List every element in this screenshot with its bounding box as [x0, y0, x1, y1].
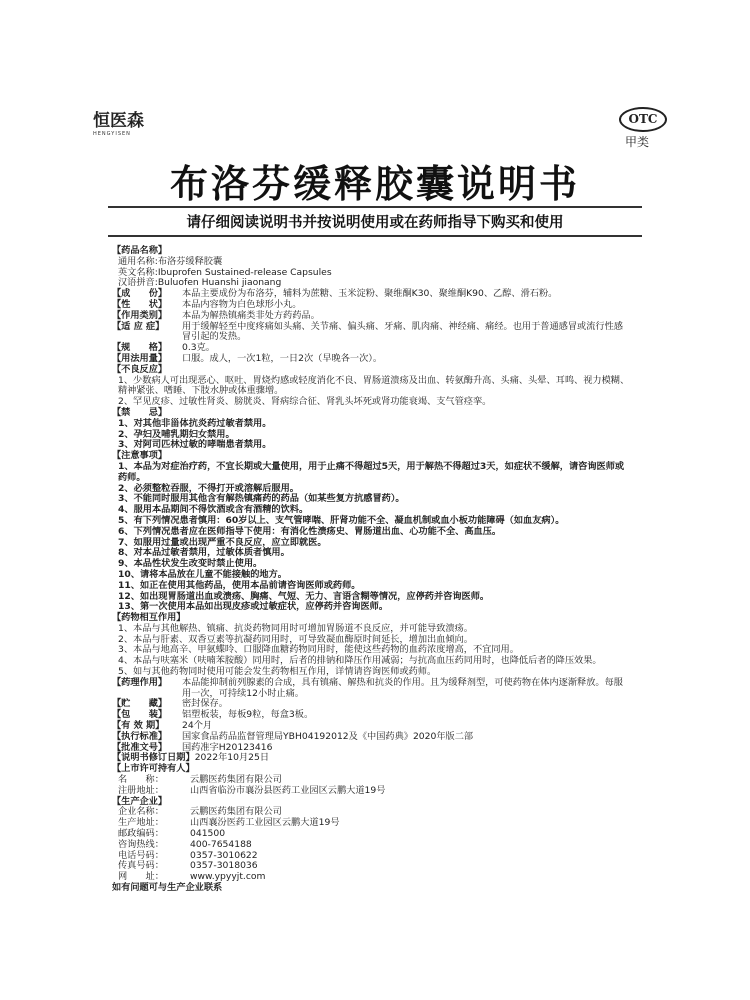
- generic-name: 通用名称:布洛芬缓释胶囊: [118, 255, 223, 267]
- contact-footer: 如有问题可与生产企业联系: [112, 882, 223, 894]
- composition-text: 本品主要成份为布洛芬，辅料为蔗糖、玉米淀粉、聚维酮K30、聚维酮K90、乙醇、滑石粉。: [182, 288, 558, 300]
- manufacturer-value: www.ypyyjt.com: [190, 871, 266, 883]
- otc-badge: OTC: [619, 107, 667, 132]
- standard-text: 国家食品药品监督管理局YBH04192012及《中国药典》2020年版二部: [182, 730, 474, 742]
- manufacturer-label: 电话号码：: [118, 849, 164, 861]
- interaction-item: 1、本品与其他解热、镇痛、抗炎药物同用时可增加胃肠道不良反应，并可能导致溃疡。: [118, 622, 473, 634]
- brand-name-en: HENGYISEN: [93, 131, 131, 137]
- manufacturer-row: [112, 840, 632, 851]
- manufacturer-label: 企业名称：: [118, 806, 164, 818]
- manufacturer-label: 邮政编码：: [118, 828, 164, 840]
- divider-top: [108, 206, 642, 208]
- manufacturer-label: 网 址：: [118, 871, 164, 883]
- manufacturer-value: 041500: [190, 828, 226, 840]
- otc-class-label: 甲类: [625, 135, 650, 149]
- manufacturer-value: 山西襄汾医药工业园区云鹏大道19号: [190, 817, 340, 829]
- precaution-item: 4、服用本品期间不得饮酒或含有酒精的饮料。: [118, 504, 309, 516]
- contra-item: 2、孕妇及哺乳期妇女禁用。: [118, 428, 235, 440]
- drug-name-header: 【药品名称】: [112, 245, 168, 256]
- manufacturer-label: 传真号码：: [118, 860, 164, 872]
- holder-name: 云鹏医药集团有限公司: [190, 774, 282, 786]
- page-subtitle: 请仔细阅读说明书并按说明使用或在药师指导下购买和使用: [186, 215, 564, 231]
- storage-label: 【贮 藏】: [112, 698, 168, 710]
- dosage-label: 【用法用量】: [112, 352, 168, 364]
- interaction-item: 5、如与其他药物同时使用可能会发生药物相互作用，详情请咨询医师或药师。: [118, 666, 437, 678]
- page-title: 布洛芬缓释胶囊说明书: [169, 161, 580, 206]
- precaution-item: 5、有下列情况患者慎用：60岁以上、支气管哮喘、肝肾功能不全、凝血机制或血小板功能障碍（如血友病）。: [118, 514, 565, 526]
- precaution-item: 10、请将本品放在儿童不能接触的地方。: [118, 568, 287, 580]
- package-text: 铝塑板装，每板9粒，每盒3板。: [182, 709, 314, 721]
- pharm-label: 【药理作用】: [112, 676, 168, 688]
- indication-text: 用于缓解轻至中度疼痛如头痛、关节痛、偏头痛、牙痛、肌肉痛、神经痛、痛经。也用于普通感冒或流行性感冒引起的发热。: [182, 320, 623, 343]
- leaflet-body: [112, 246, 632, 894]
- interactions-header: 【药物相互作用】: [112, 612, 186, 624]
- holder-address-label: 注册地址：: [118, 784, 164, 796]
- adverse-header: 【不良反应】: [112, 363, 168, 375]
- manufacturer-value: 400-7654188: [190, 838, 252, 850]
- precaution-item: 1、本品为对症治疗药，不宜长期或大量使用，用于止痛不得超过5天，用于解热不得超过3天，如症状不缓解，请咨询医师或药师。: [118, 460, 625, 483]
- pharm-row: [112, 678, 632, 700]
- manufacturer-header: 【生产企业】: [112, 795, 168, 807]
- precaution-item: 3、不能同时服用其他含有解热镇痛药的药品（如某些复方抗感冒药）。: [118, 493, 405, 505]
- manufacturer-label: 咨询热线：: [118, 838, 164, 850]
- approval-text: 国药准字H20123416: [182, 741, 273, 753]
- contra-item: 3、对阿司匹林过敏的哮喘患者禁用。: [118, 439, 272, 451]
- composition-label: 【成 份】: [112, 288, 168, 300]
- precaution-item: 13、第一次使用本品如出现皮疹或过敏症状，应停药并咨询医师。: [118, 601, 389, 613]
- category-row: [112, 311, 632, 322]
- dosage-row: [112, 354, 632, 365]
- adverse-item: 1、少数病人可出现恶心、呕吐、胃烧灼感或轻度消化不良、胃肠道溃疡及出血、转氨酶升高、头痛、头晕、耳鸣、视力模糊、精神紧张、嗜睡、下肢水肿或体重骤增。: [118, 374, 630, 397]
- holder-address: 山西省临汾市襄汾县医药工业园区云鹏大道19号: [190, 784, 386, 796]
- english-name: 英文名称:Ibuprofen Sustained-release Capsules: [118, 266, 332, 278]
- manufacturer-value: 云鹏医药集团有限公司: [190, 806, 282, 818]
- precaution-item: 2、必须整粒吞服，不得打开或溶解后服用。: [118, 482, 299, 494]
- interaction-item: 3、本品与地高辛、甲氨蝶呤、口服降血糖药物同用时，能使这些药物的血药浓度增高，不宜同用。: [118, 644, 519, 656]
- divider-bottom: [108, 235, 642, 237]
- indication-label: 【适 应 症】: [112, 320, 165, 332]
- storage-text: 密封保存。: [182, 698, 228, 710]
- manufacturer-label: 生产地址：: [118, 817, 164, 829]
- holder-name-label: 名 称：: [118, 774, 164, 786]
- approval-label: 【批准文号】: [112, 741, 168, 753]
- revision-label: 【说明书修订日期】: [112, 752, 195, 764]
- indication-row: [112, 322, 632, 344]
- precautions-header: 【注意事项】: [112, 450, 168, 462]
- precaution-item: 9、本品性状发生改变时禁止使用。: [118, 558, 263, 570]
- precaution-item: 7、如服用过量或出现严重不良反应，应立即就医。: [118, 536, 327, 548]
- brand-name-cn: 恒医森: [93, 111, 144, 131]
- manufacturer-value: 0357-3010622: [190, 849, 258, 861]
- category-label: 【作用类别】: [112, 309, 168, 321]
- validity-text: 24个月: [182, 720, 213, 732]
- character-text: 本品内容物为白色球形小丸。: [182, 298, 302, 310]
- spec-text: 0.3克。: [182, 342, 215, 354]
- validity-label: 【有 效 期】: [112, 720, 165, 732]
- category-text: 本品为解热镇痛类非处方药药品。: [182, 309, 320, 321]
- contra-item: 1、对其他非甾体抗炎药过敏者禁用。: [118, 417, 272, 429]
- precaution-item: 12、如出现胃肠道出血或溃疡、胸痛、气短、无力、言语含糊等情况，应停药并咨询医师。: [118, 590, 490, 602]
- interaction-item: 4、本品与呋塞米（呋喃苯胺酸）同用时，后者的排钠和降压作用减弱；与抗高血压药同用时，也降低后者的降压效果。: [118, 655, 602, 667]
- holder-address-row: [112, 786, 632, 797]
- pinyin-name: 汉语拼音:Buluofen Huanshi jiaonang: [118, 277, 282, 289]
- character-label: 【性 状】: [112, 298, 168, 310]
- manufacturer-value: 0357-3018036: [190, 860, 258, 872]
- adverse-item: 2、罕见皮疹、过敏性肾炎、膀胱炎、肾病综合征、肾乳头坏死或肾功能衰竭、支气管痉挛。: [118, 396, 492, 408]
- holder-header: 【上市许可持有人】: [112, 763, 195, 775]
- spec-label: 【规 格】: [112, 342, 168, 354]
- contra-header: 【禁 忌】: [112, 406, 168, 418]
- interaction-item: 2、本品与肝素、双香豆素等抗凝药同用时，可导致凝血酶原时间延长，增加出血倾向。: [118, 633, 473, 645]
- standard-label: 【执行标准】: [112, 730, 168, 742]
- revision-text: 2022年10月25日: [194, 752, 270, 764]
- brand-logo: [93, 112, 153, 137]
- precaution-item: 8、对本品过敏者禁用，过敏体质者慎用。: [118, 547, 290, 559]
- dosage-text: 口服。成人，一次1粒，一日2次（早晚各一次）。: [182, 352, 383, 364]
- pharm-text: 本品能抑制前列腺素的合成，具有镇痛、解热和抗炎的作用。且为缓释剂型，可使药物在体内逐渐释放。每服用一次，可持续12小时止痛。: [182, 676, 623, 699]
- package-label: 【包 装】: [112, 709, 168, 721]
- precaution-item: 11、如正在使用其他药品，使用本品前请咨询医师或药师。: [118, 579, 361, 591]
- precaution-item: 6、下列情况患者应在医师指导下使用：有消化性溃疡史、胃肠道出血、心功能不全、高血压。: [118, 525, 502, 537]
